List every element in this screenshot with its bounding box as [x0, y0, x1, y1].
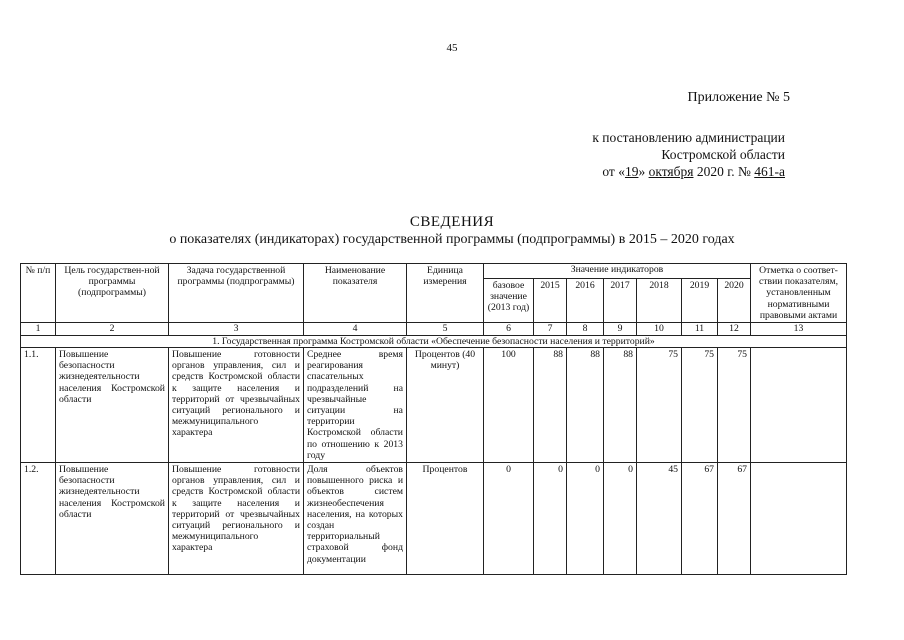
header-num: № п/п — [21, 264, 56, 323]
date-year: 2020 г. № — [693, 164, 755, 179]
row-value-2015: 88 — [534, 348, 567, 463]
row-goal: Повышение безопасности жизнедеятельности населения Костромской области — [56, 463, 169, 575]
header-2015: 2015 — [534, 278, 567, 322]
decree-month: октября — [648, 164, 694, 179]
header-2016: 2016 — [567, 278, 604, 322]
page-number: 45 — [446, 42, 458, 54]
column-number: 2 — [56, 323, 169, 336]
row-value-2016: 0 — [567, 463, 604, 575]
column-number: 12 — [718, 323, 751, 336]
header-values-group: Значение индикаторов — [484, 264, 751, 279]
document-subtitle: о показателях (индикаторах) государственной программы (подпрограммы) в 2015 – 2020 годах — [169, 232, 735, 247]
header-2018: 2018 — [637, 278, 682, 322]
section-row — [21, 336, 847, 348]
column-number-row — [21, 323, 847, 336]
row-note — [751, 463, 847, 575]
decree-line-1: к постановлению администрации — [592, 130, 785, 145]
column-number: 13 — [751, 323, 847, 336]
header-note: Отметка о соответ-ствии показателям, установленным нормативными правовыми актами — [751, 264, 847, 323]
row-num: 1.2. — [21, 463, 56, 575]
row-value-2019: 67 — [682, 463, 718, 575]
row-unit: Процентов — [407, 463, 484, 575]
header-base: базовое значение (2013 год) — [484, 278, 534, 322]
column-number: 8 — [567, 323, 604, 336]
date-prefix: от « — [602, 164, 625, 179]
row-task: Повышение готовности органов управления, сил и средств Костромской области к защите населения и территорий от чрезвычайных ситуаций регионального и межмуниципального характера — [169, 463, 304, 575]
row-note — [751, 348, 847, 463]
section-title: 1. Государственная программа Костромской области «Обеспечение безопасности населения и территорий» — [21, 336, 847, 348]
row-base-value: 100 — [484, 348, 534, 463]
appendix-title: Приложение № 5 — [687, 90, 790, 105]
decree-line-2: Костромской области — [661, 147, 785, 162]
row-value-2016: 88 — [567, 348, 604, 463]
column-number: 3 — [169, 323, 304, 336]
header-row-1 — [21, 264, 847, 279]
header-indicator: Наименование показателя — [304, 264, 407, 323]
row-value-2018: 75 — [637, 348, 682, 463]
row-value-2017: 88 — [604, 348, 637, 463]
header-2017: 2017 — [604, 278, 637, 322]
decree-date-line — [520, 163, 785, 180]
row-value-2018: 45 — [637, 463, 682, 575]
header-unit: Единица измерения — [407, 264, 484, 323]
header-2019: 2019 — [682, 278, 718, 322]
table-row — [21, 348, 847, 463]
decree-day: 19 — [624, 164, 639, 179]
row-value-2020: 75 — [718, 348, 751, 463]
row-value-2017: 0 — [604, 463, 637, 575]
column-number: 10 — [637, 323, 682, 336]
table-row — [21, 463, 847, 575]
column-number: 1 — [21, 323, 56, 336]
row-goal: Повышение безопасности жизнедеятельности населения Костромской области — [56, 348, 169, 463]
row-base-value: 0 — [484, 463, 534, 575]
header-task: Задача государственной программы (подпрограммы) — [169, 264, 304, 323]
column-number: 9 — [604, 323, 637, 336]
row-indicator: Доля объектов повышенного риска и объектов систем жизнеобеспечения населения, на которых создан территориальный страховой фонд документации — [304, 463, 407, 575]
row-task: Повышение готовности органов управления, сил и средств Костромской области к защите населения и территорий от чрезвычайных ситуаций регионального и межмуниципального характера — [169, 348, 304, 463]
header-2020: 2020 — [718, 278, 751, 322]
column-number: 4 — [304, 323, 407, 336]
row-value-2019: 75 — [682, 348, 718, 463]
row-num: 1.1. — [21, 348, 56, 463]
row-value-2015: 0 — [534, 463, 567, 575]
column-number: 11 — [682, 323, 718, 336]
decree-reference — [520, 129, 785, 180]
header-goal: Цель государствен-ной программы (подпрограммы) — [56, 264, 169, 323]
column-number: 5 — [407, 323, 484, 336]
document-title: СВЕДЕНИЯ — [409, 214, 495, 230]
row-indicator: Среднее время реагирования спасательных подразделений на чрезвычайные ситуации на территории Костромской области по отношению к 2013 году — [304, 348, 407, 463]
column-number: 7 — [534, 323, 567, 336]
date-mid: » — [638, 164, 649, 179]
row-unit: Процентов (40 минут) — [407, 348, 484, 463]
column-number: 6 — [484, 323, 534, 336]
indicators-table — [20, 263, 847, 575]
decree-number: 461-а — [754, 164, 785, 179]
row-value-2020: 67 — [718, 463, 751, 575]
